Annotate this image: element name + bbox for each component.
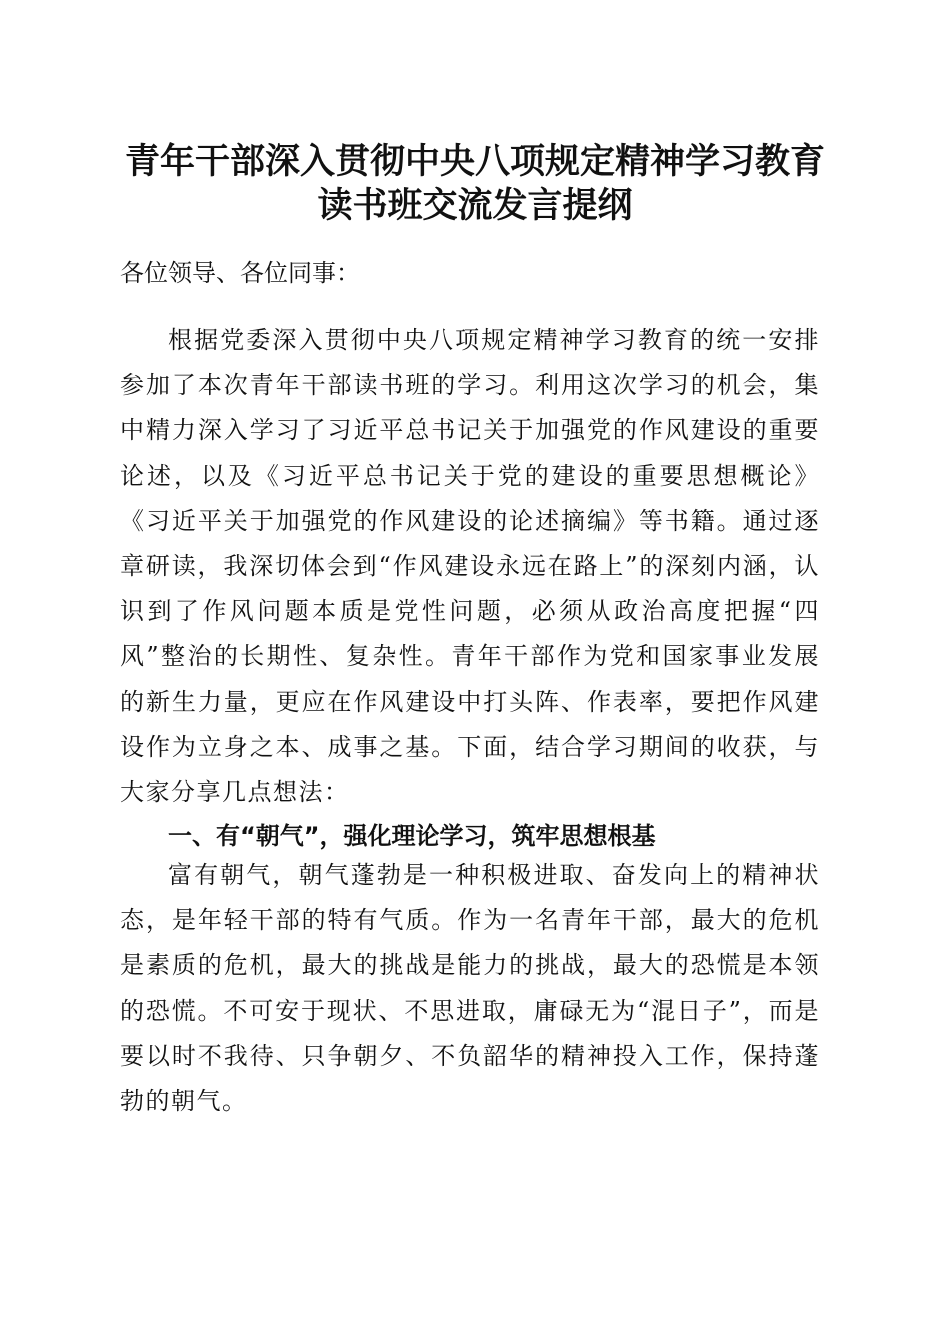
paragraph-section-1: 富有朝气，朝气蓬勃是一种积极进取、奋发向上的精神状态，是年轻干部的特有气质。作为一名青年干部，最大的危机是素质的危机，最大的挑战是能力的挑战，最大的恐慌是本领的恐慌。不可安于现状、不思进取，庸碌无为“混日子”，而是要以时不我待、只争朝夕、不负韶华的精神投入工作，保持蓬勃的朝气。 xyxy=(120,861,820,1116)
salutation: 各位领导、各位同事： xyxy=(120,259,360,287)
paragraph-intro: 根据党委深入贯彻中央八项规定精神学习教育的统一安排参加了本次青年干部读书班的学习。利用这次学习的机会，集中精力深入学习了习近平总书记关于加强党的作风建设的重要论述，以及《习近平总书记关于党的建设的重要思想概论》《习近平关于加强党的作风建设的论述摘编》等书籍。通过逐章研读，我深切体会到“作风建设永远在路上”的深刻内涵，认识到了作风问题本质是党性问题，必须从政治高度把握“四风”整治的长期性、复杂性。青年干部作为党和国家事业发展的新生力量，更应在作风建设中打头阵、作表率，要把作风建设作为立身之本、成事之基。下面，结合学习期间的收获，与大家分享几点想法： xyxy=(120,326,820,807)
document-title-line-1: 青年干部深入贯彻中央八项规定精神学习教育 xyxy=(124,141,825,182)
section-heading-1: 一、有“朝气”，强化理论学习，筑牢思想根基 xyxy=(168,822,656,850)
document-title-line-2: 读书班交流发言提纲 xyxy=(317,185,633,226)
